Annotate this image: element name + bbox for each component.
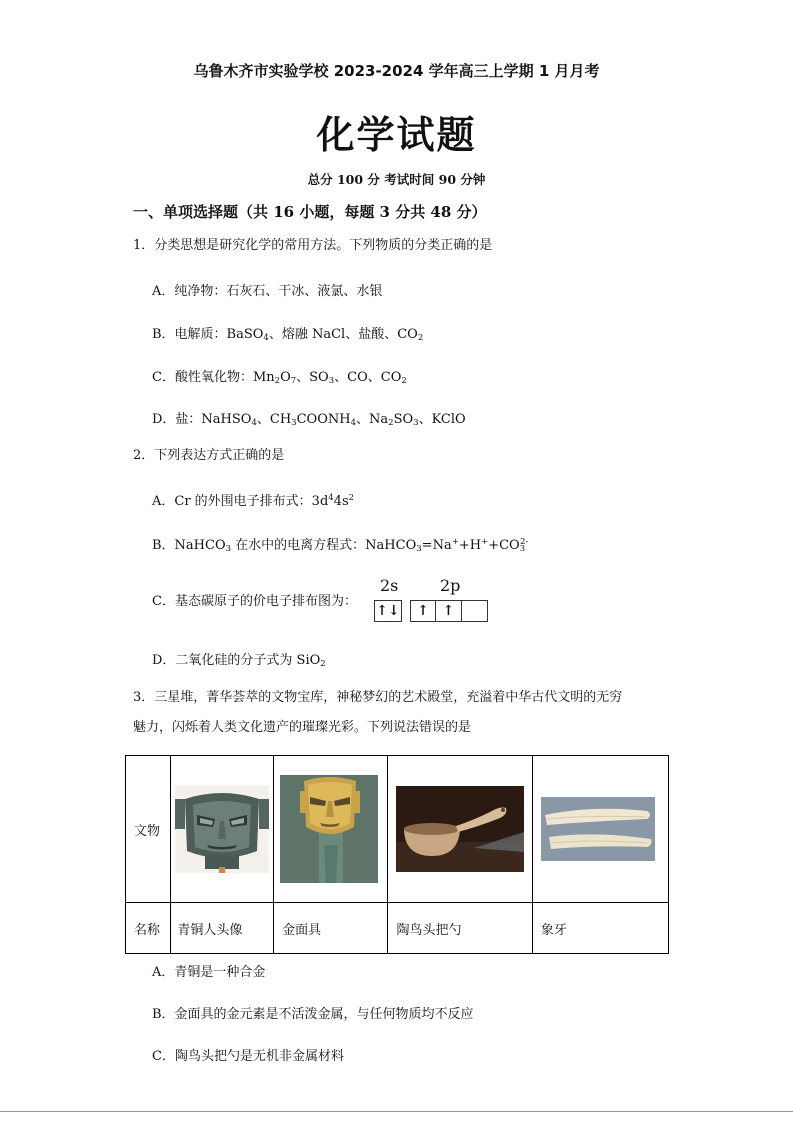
q1-d-text: 、Na	[356, 412, 389, 427]
q1-b-sub: 2	[417, 333, 424, 343]
q2-a-sup: 4	[328, 493, 334, 503]
q1-b-sub: 4	[263, 333, 269, 343]
q3-option-b: B．金面具的金元素是不活泼金属，与任何物质均不反应	[152, 1007, 474, 1022]
relic-name: 象牙	[532, 903, 668, 954]
q2-b-text: 在水中的电离方程式：NaHCO	[231, 538, 417, 553]
q2-option-b	[152, 534, 528, 554]
q2-option-a	[152, 490, 354, 509]
school-line: 乌鲁木齐市实验学校 2023-2024 学年高三上学期 1 月月考	[193, 62, 600, 80]
q1-d-sub: 3	[291, 418, 297, 428]
q1-d-sub: 4	[251, 418, 257, 428]
q1-option-a: A．纯净物：石灰石、干冰、液氯、水银	[152, 284, 383, 299]
section-heading: 一、单项选择题（共 16 小题，每题 3 分共 48 分）	[133, 203, 487, 221]
relic-name: 金面具	[274, 903, 388, 954]
bronze-head-image	[175, 785, 269, 873]
q1-c-sub: 2	[274, 376, 281, 386]
q1-d-sub: 2	[388, 418, 394, 428]
q1-d-text: SO	[393, 412, 414, 427]
relic-name: 陶鸟头把勺	[388, 903, 532, 954]
q2-b-text: =Na	[421, 538, 452, 553]
q1-d-sub: 4	[350, 418, 356, 428]
orbital-2s-cell: ↑↓	[376, 603, 400, 619]
exam-info: 总分 100 分 考试时间 90 分钟	[307, 172, 486, 187]
page-bottom-rule	[0, 1111, 793, 1112]
q3-stem-line2: 魅力，闪烁着人类文化遗产的璀璨光彩。下列说法错误的是	[133, 720, 472, 735]
q1-c-sub: 2	[401, 376, 407, 386]
relic-name: 青铜人头像	[171, 903, 274, 954]
q1-c-sub: 7	[290, 376, 297, 386]
q1-c-text: 、CO、CO	[334, 370, 402, 385]
q2-b-text: +H	[458, 538, 482, 553]
row-header-relic: 文物	[126, 756, 171, 903]
page-title: 化学试题	[316, 112, 477, 157]
pottery-ladle-image	[396, 786, 524, 872]
q2-option-c: C．基态碳原子的价电子排布图为：	[152, 594, 357, 609]
q1-option-c	[152, 366, 407, 386]
q2-b-sub: 3	[416, 544, 422, 554]
q3-option-a: A．青铜是一种合金	[152, 965, 266, 980]
orbital-2p-cell: ↑	[411, 601, 436, 621]
q2-b-sub: 3	[225, 544, 232, 554]
relic-cell	[532, 756, 668, 903]
relic-cell	[388, 756, 532, 903]
q2-b-text: +CO	[488, 538, 520, 553]
q2-a-text: 4s	[333, 494, 349, 509]
q1-option-d	[152, 408, 466, 428]
relic-cell	[274, 756, 388, 903]
q3-stem-line1: 3．三星堆，菁华荟萃的文物宝库，神秘梦幻的艺术殿堂，充溢着中华古代文明的无穷	[133, 690, 623, 705]
q2-stem: 2．下列表达方式正确的是	[133, 448, 285, 463]
gold-mask-image	[280, 775, 378, 883]
q2-d-sub: 2	[320, 659, 326, 669]
q2-d-text: D．二氧化硅的分子式为 SiO	[152, 653, 321, 668]
q1-d-text: COONH	[296, 412, 351, 427]
relic-cell	[171, 756, 274, 903]
relics-table	[125, 755, 669, 954]
q1-c-text: 、SO	[296, 370, 329, 385]
q1-c-text: O	[280, 370, 291, 385]
row-header-name: 名称	[126, 903, 171, 954]
q3-option-c: C．陶鸟头把勺是无机非金属材料	[152, 1049, 344, 1064]
q1-option-b	[152, 323, 423, 343]
orbital-2p-label: 2p	[440, 576, 461, 595]
table-row	[126, 756, 669, 903]
q1-c-sub: 3	[328, 376, 335, 386]
orbital-2p-cell: ↑	[436, 601, 461, 621]
q2-b-sup: +	[451, 537, 459, 547]
orbital-2p-box	[410, 600, 488, 622]
q1-c-text: C．酸性氧化物：Mn	[152, 370, 275, 385]
q1-b-text: B．电解质：BaSO	[152, 327, 264, 342]
q1-d-text: 、CH	[256, 412, 292, 427]
q2-b-sup: 2-	[520, 537, 529, 547]
table-row	[126, 903, 669, 954]
q2-b-text: B．NaHCO	[152, 538, 226, 553]
q2-a-sup: 2	[348, 493, 355, 503]
orbital-2p-cell	[462, 601, 487, 621]
orbital-2s-box	[374, 600, 402, 622]
ivory-tusks-image	[541, 797, 655, 861]
orbital-2s-label: 2s	[380, 576, 399, 595]
q1-stem: 1．分类思想是研究化学的常用方法。下列物质的分类正确的是	[133, 238, 493, 253]
q2-b-sub: 3	[519, 544, 526, 554]
q1-d-sub: 3	[413, 418, 419, 428]
q2-b-sup: +	[481, 537, 489, 547]
q1-d-text: D．盐：NaHSO	[152, 412, 252, 427]
q2-option-d	[152, 649, 326, 669]
q2-a-text: A．Cr 的外围电子排布式：3d	[152, 494, 329, 509]
q1-b-text: 、熔融 NaCl、盐酸、CO	[268, 327, 418, 342]
q1-d-text: 、KClO	[418, 412, 466, 427]
